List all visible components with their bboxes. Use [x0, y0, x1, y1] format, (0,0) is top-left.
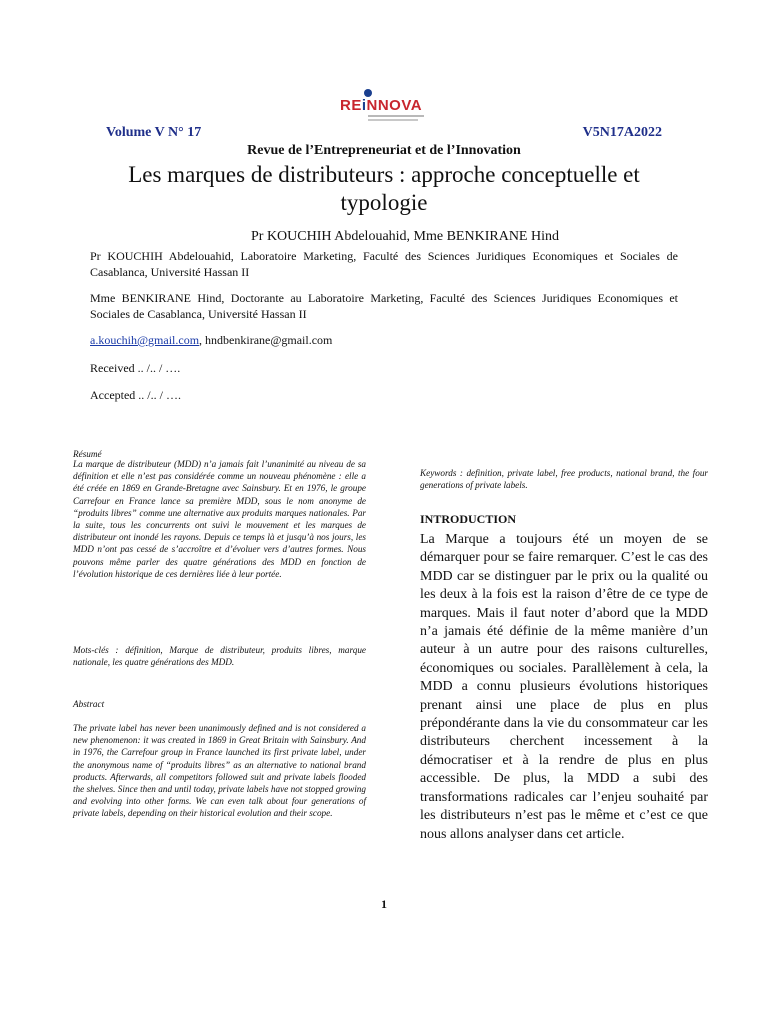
- article-title: Les marques de distributeurs : approche conceptuelle et typologie: [128, 162, 640, 215]
- keywords: Keywords : definition, private label, free products, national brand, the four generations of private labels.: [420, 468, 708, 491]
- resume-heading: Résumé: [73, 449, 102, 459]
- email-text: hndbenkirane@gmail.com: [205, 333, 333, 347]
- affiliation-1: Pr KOUCHIH Abdelouahid, Laboratoire Marketing, Faculté des Sciences Juridiques Economiques et Sociales de Casablanca, Université Hassan II: [90, 249, 678, 279]
- author-list: Pr KOUCHIH Abdelouahid, Mme BENKIRANE Hind: [251, 229, 559, 244]
- accepted-date: Accepted .. /.. / ….: [90, 388, 181, 402]
- mots-cles: Mots-clés : définition, Marque de distributeur, produits libres, marque nationale, les quatre générations des MDD.: [73, 645, 366, 668]
- logo-tagline-line: [368, 115, 424, 117]
- contact-emails: [90, 333, 332, 348]
- introduction-heading: INTRODUCTION: [420, 512, 517, 526]
- volume-number: Volume V N° 17: [106, 125, 202, 140]
- page-number: 1: [381, 897, 387, 911]
- email-separator: ,: [199, 333, 206, 347]
- journal-logo: [340, 93, 426, 129]
- journal-name: Revue de l’Entrepreneuriat et de l’Innovation: [247, 143, 521, 158]
- email-link[interactable]: a.kouchih@gmail.com: [90, 333, 200, 347]
- resume-text: La marque de distributeur (MDD) n’a jamais fait l’unanimité au niveau de sa définition et elle n’est pas considérée comme un nouveau phénomène : elle a été créée en 1869 en Grande-Bretagne avec Sainsbury. Et en 1976, le groupe Carrefour en France lance sa première MDD, sous le nom anonyme de “produits libres” comme une alternative aux produits marques nationales. Par la suite, tous les concurrents ont suivi le mouvement et les marques de distributeur ont inondé les rayons. Depuis ce temps là et jusqu’à nos jours, les MDD n’ont pas cessé de s’accroître et d’évoluer vers d’autres formes. Nous pouvons même parler des quatre générations des MDD en fonction de l’évolution historique de ces dernières liée à leur portée.: [73, 459, 366, 579]
- abstract-text: The private label has never been unanimously defined and is not considered a new phenomenon: it was created in 1869 in Great Britain with Sainsbury. And in 1976, the Carrefour group in France launched its first private label, under the anonymous name of “produits libres” as an alternative to national brand products. Afterwards, all competitors followed suit and private labels flooded the shelves. Since then and until today, private labels have not stopped growing and evolving into other forms. We can even talk about four generations of private labels, depending on their historical evolution and their scope.: [73, 723, 366, 819]
- logo-person-icon: [364, 89, 372, 97]
- affiliation-2: Mme BENKIRANE Hind, Doctorante au Laboratoire Marketing, Faculté des Sciences Juridiques Economiques et Sociales de Casablanca, Université Hassan II: [90, 291, 678, 321]
- introduction-text: La Marque a toujours été un moyen de se démarquer pour se faire remarquer. C’est le cas des MDD car se distinguer par le prix ou la qualité ou les deux à la fois est la raison d’être de ce type de marques. Mais il faut noter d’abord que la MDD n’a jamais été définie de la même manière d’un auteur à un autre pour des raisons culturelles, économiques ou sociales. Parallèlement à cela, la MDD a connu plusieurs évolutions historiques prenant ainsi une place de plus en plus prépondérante dans la vie du consommateur car les distributeurs cherchent incessement à la démocratiser et à la rendre de plus en plus accessible. De plus, la MDD a subi des transformations radicales car l’enjeu souhaité par les distributeurs n’est pas le même et c’est ce que nous allons analyser dans cet article.: [420, 532, 708, 842]
- logo-tagline-line: [368, 119, 418, 121]
- article-reference: V5N17A2022: [582, 125, 662, 140]
- abstract-heading: Abstract: [73, 699, 105, 709]
- logo-wordmark: REiNNOVA: [340, 97, 423, 114]
- received-date: Received .. /.. / ….: [90, 361, 181, 375]
